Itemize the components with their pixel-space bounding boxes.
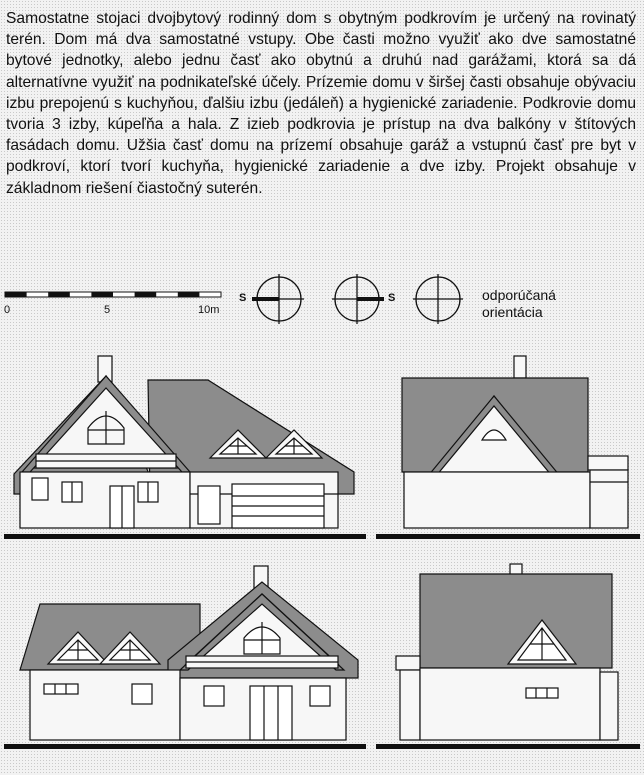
- second-side-elevation-drawing: [376, 560, 640, 756]
- recommended-orientation-line1: odporúčaná: [482, 287, 556, 303]
- recommended-orientation-line2: orientácia: [482, 304, 543, 320]
- scale-label-mid: 5: [104, 304, 111, 316]
- south-marker-right: S: [388, 292, 396, 304]
- recommended-orientation-label: [482, 287, 592, 321]
- ground-line: [376, 534, 640, 539]
- front-elevation-drawing: [0, 348, 370, 544]
- side-elevation-drawing: [376, 348, 640, 544]
- scale-label-start: 0: [4, 304, 11, 316]
- ground-line: [376, 744, 640, 749]
- ground-line: [4, 744, 366, 749]
- scale-label-end: 10m: [198, 304, 220, 316]
- project-description: Samostatne stojaci dvojbytový rodinný dom s obytným podkrovím je určený na rovinatý terén. Dom má dva samostatné vstupy. Obe časti možno využiť ako dve samostatné bytové jednotky, alebo jednu časť ako obytnú a druhú nad garážami, ktorá sa dá alternatívne využiť na podnikateľské účely. Prízemie domu v širšej časti obsahuje obývaciu izbu prepojenú s kuchyňou, ďalšiu izbu (jedáleň) a hygienické zariadenie. Podkrovie domu tvoria 3 izby, kúpeľňa a hala. Z izieb podkrovia je prístup na dva balkóny v štítových fasádach domu. Užšia časť domu na prízemí obsahuje garáž a vstupnú časť pre byt v podkroví, ktorí tvorí kuchyňa, hygienické zariadenie a dve izby. Projekt obsahuje v základnom riešení čiastočný suterén.: [6, 10, 636, 197]
- scale-bar: [5, 292, 221, 297]
- ground-line: [4, 534, 366, 539]
- south-marker-left: S: [239, 292, 247, 304]
- orientation-compass-south-right: [332, 274, 384, 324]
- orientation-compass-south-left: [252, 274, 304, 324]
- orientation-compass-recommended: [413, 274, 463, 324]
- rear-elevation-drawing: [0, 560, 370, 756]
